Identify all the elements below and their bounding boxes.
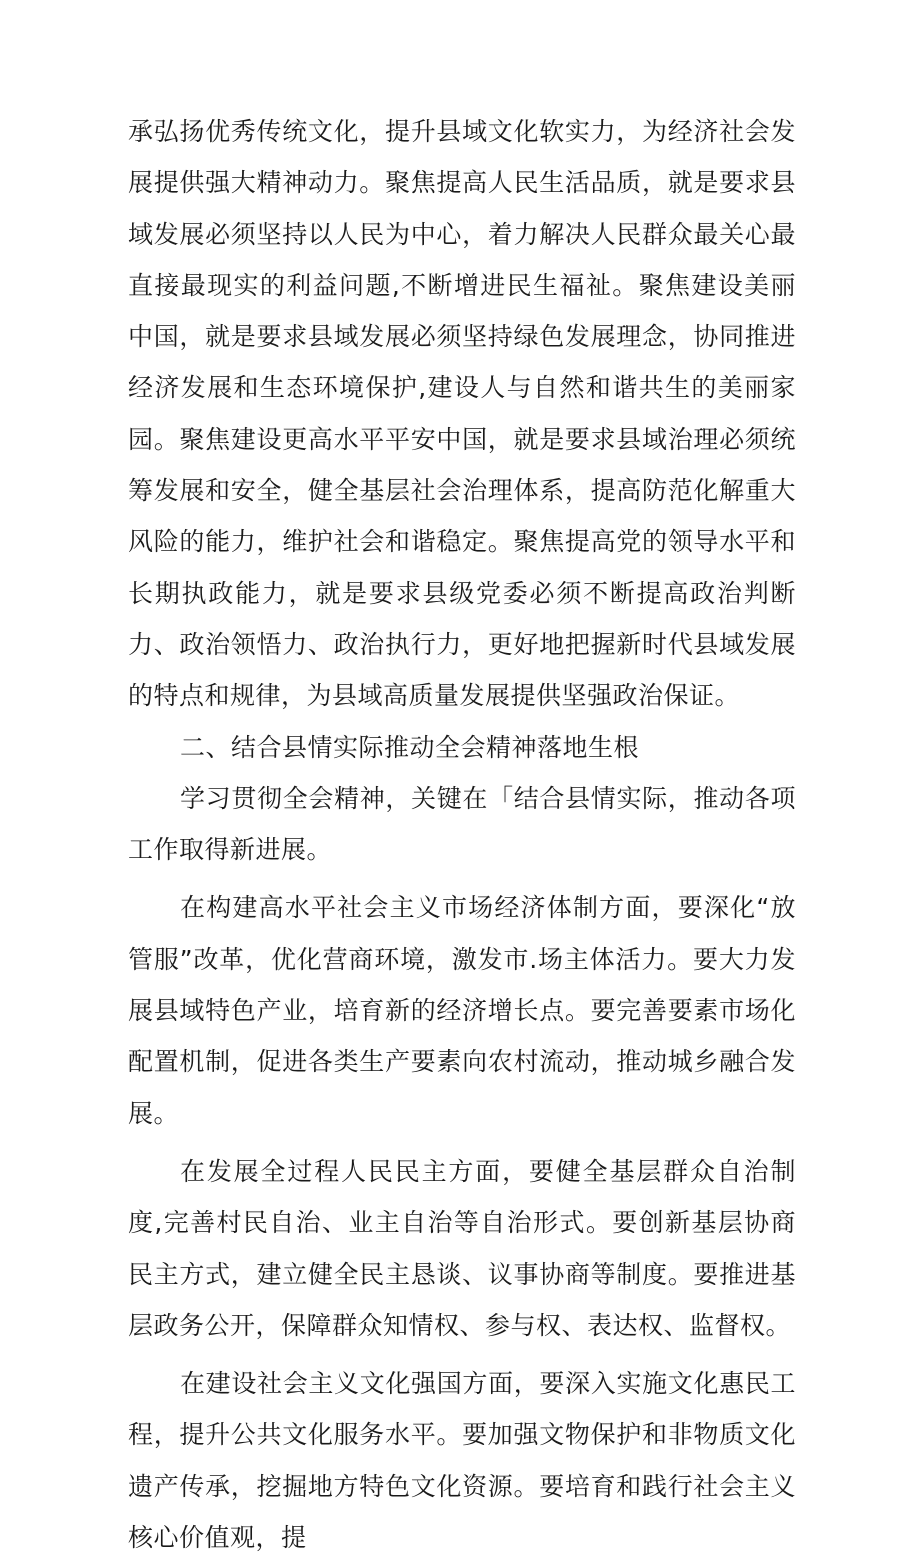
paragraph-intro: 学习贯彻全会精神，关键在「结合县情实际，推动各项工作取得新进展。 — [128, 783, 796, 865]
paragraph-market-economy: 在构建高水平社会主义市场经济体制方面，要深化“放管服”改革，优化营商环境，激发市.场主体活力。要大力发展县域特色产业，培育新的经济增长点。要完善要素市场化配置机制，促进各类生产要素向农村流动，推动城乡融合发展。 — [128, 893, 796, 1128]
paragraph-continuation: 承弘扬优秀传统文化，提升县域文化软实力，为经济社会发展提供强大精神动力。聚焦提高人民生活品质，就是要求县域发展必须坚持以人民为中心，着力解决人民群众最关心最直接最现实的利益问题,不断增进民生福祉。聚焦建设美丽中国，就是要求县域发展必须坚持绿色发展理念，协同推进经济发展和生态环境保护,建设人与自然和谐共生的美丽家园。聚焦建设更高水平平安中国，就是要求县域治理必须统筹发展和安全，健全基层社会治理体系，提高防范化解重大风险的能力，维护社会和谐稳定。聚焦提高党的领导水平和长期执政能力，就是要求县级党委必须不断提高政治判断力、政治领悟力、政治执行力，更好地把握新时代县域发展的特点和规律，为县域高质量发展提供坚强政治保证。 — [128, 117, 796, 711]
document-body — [128, 106, 796, 1563]
paragraph-democracy: 在发展全过程人民民主方面，要健全基层群众自治制度,完善村民自治、业主自治等自治形式。要创新基层协商民主方式，建立健全民主恳谈、议事协商等制度。要推进基层政务公开，保障群众知情权、参与权、表达权、监督权。 — [128, 1156, 796, 1340]
section-heading: 二、结合县情实际推动全会精神落地生根 — [180, 732, 640, 762]
paragraph-culture: 在建设社会主义文化强国方面，要深入实施文化惠民工程，提升公共文化服务水平。要加强文物保护和非物质文化遗产传承，挖掘地方特色文化资源。要培育和践行社会主义核心价值观，提 — [128, 1369, 796, 1553]
